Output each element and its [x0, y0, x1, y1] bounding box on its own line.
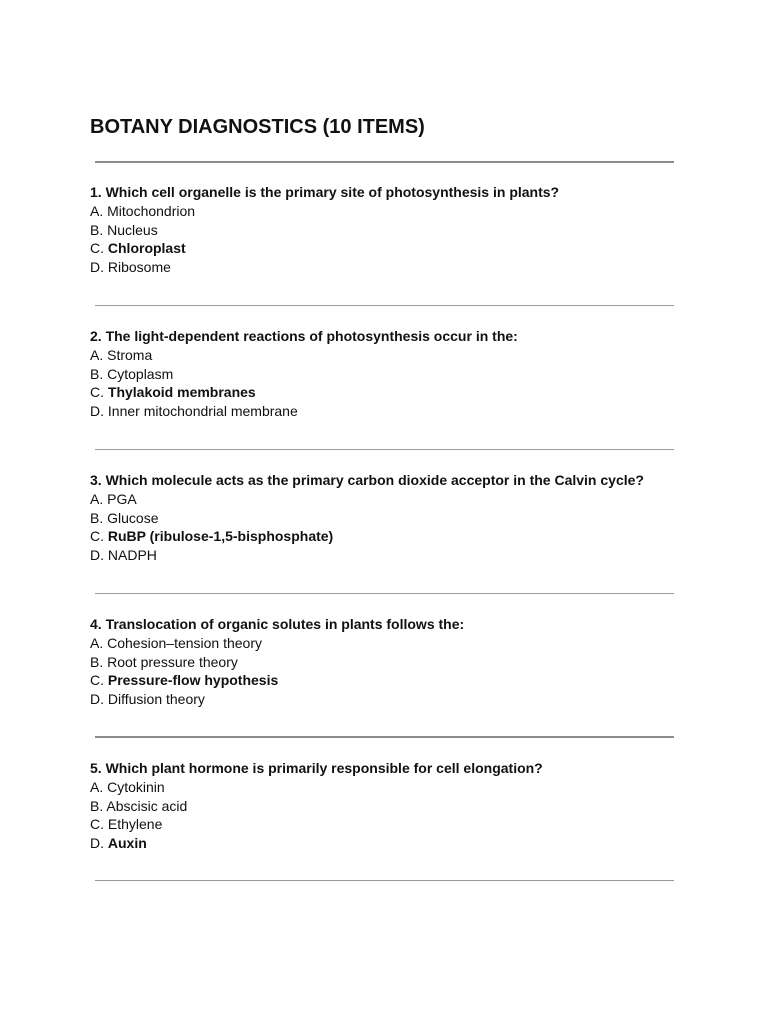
option-letter: B.: [90, 653, 108, 670]
question-4: [90, 615, 710, 709]
option-letter: C.: [90, 240, 108, 257]
question-1-text: 1. Which cell organelle is the primary site of photosynthesis in plants?: [90, 184, 560, 200]
question-4-option-d: [90, 690, 710, 709]
option-text: Mitochondrion: [107, 202, 196, 219]
option-text: NADPH: [107, 547, 157, 564]
option-letter: C.: [90, 528, 108, 545]
question-divider: [95, 736, 674, 738]
correct-answer-text: Pressure-flow hypothesis: [107, 672, 279, 689]
question-1-option-b: [90, 221, 710, 240]
correct-answer-text: Auxin: [107, 835, 147, 852]
question-4-option-a: [90, 634, 710, 653]
option-letter: D.: [90, 403, 108, 420]
option-letter: B.: [90, 509, 108, 526]
option-letter: B.: [90, 797, 107, 814]
question-2-text: 2. The light-dependent reactions of photosynthesis occur in the:: [90, 328, 518, 344]
question-2-option-b: [90, 365, 710, 384]
question-4-option-c: [90, 671, 710, 690]
question-5-option-d: [90, 834, 710, 853]
correct-answer-text: RuBP (ribulose-1,5-bisphosphate): [107, 528, 334, 545]
question-2-option-d: [90, 402, 710, 421]
option-text: Diffusion theory: [107, 691, 205, 708]
option-text: Inner mitochondrial membrane: [107, 403, 298, 420]
option-text: Cohesion–tension theory: [107, 634, 263, 651]
option-letter: A.: [90, 778, 108, 795]
option-text: PGA: [107, 490, 137, 507]
question-2-option-c: [90, 383, 710, 402]
question-5-option-c: [90, 815, 710, 834]
option-letter: B.: [90, 221, 108, 238]
option-letter: D.: [90, 835, 108, 852]
correct-answer-text: Chloroplast: [107, 240, 186, 257]
option-text: Stroma: [107, 346, 153, 363]
question-5-option-a: [90, 778, 710, 797]
question-divider: [95, 880, 674, 881]
title-divider: [95, 161, 674, 163]
question-5: [90, 759, 710, 853]
option-letter: A.: [90, 202, 108, 219]
option-letter: D.: [90, 691, 108, 708]
option-letter: D.: [90, 547, 108, 564]
option-text: Cytoplasm: [107, 365, 174, 382]
question-5-option-b: [90, 797, 710, 816]
question-divider: [95, 593, 674, 594]
question-3: [90, 471, 710, 565]
question-divider: [95, 449, 674, 450]
question-4-option-b: [90, 653, 710, 672]
document-title: BOTANY DIAGNOSTICS (10 ITEMS): [90, 116, 425, 138]
option-letter: D.: [90, 259, 108, 276]
option-text: Root pressure theory: [107, 653, 238, 670]
option-letter: A.: [90, 346, 108, 363]
option-text: Nucleus: [107, 221, 158, 238]
question-4-text: 4. Translocation of organic solutes in plants follows the:: [90, 616, 465, 632]
option-letter: A.: [90, 634, 108, 651]
question-1: [90, 183, 710, 277]
question-divider: [95, 305, 674, 306]
option-letter: A.: [90, 490, 108, 507]
option-text: Cytokinin: [107, 778, 165, 795]
question-1-option-d: [90, 258, 710, 277]
option-letter: C.: [90, 816, 108, 833]
option-text: Abscisic acid: [106, 797, 188, 814]
option-text: Ribosome: [107, 259, 171, 276]
option-text: Glucose: [107, 509, 159, 526]
correct-answer-text: Thylakoid membranes: [107, 384, 256, 401]
question-1-option-a: [90, 202, 710, 221]
question-3-option-c: [90, 527, 710, 546]
option-text: Ethylene: [107, 816, 163, 833]
question-3-option-b: [90, 509, 710, 528]
option-letter: C.: [90, 384, 108, 401]
option-letter: C.: [90, 672, 108, 689]
question-2: [90, 327, 710, 421]
option-letter: B.: [90, 365, 108, 382]
question-5-text: 5. Which plant hormone is primarily responsible for cell elongation?: [90, 760, 543, 776]
question-3-text: 3. Which molecule acts as the primary carbon dioxide acceptor in the Calvin cycle?: [90, 472, 644, 488]
question-3-option-d: [90, 546, 710, 565]
question-2-option-a: [90, 346, 710, 365]
question-3-option-a: [90, 490, 710, 509]
question-1-option-c: [90, 239, 710, 258]
